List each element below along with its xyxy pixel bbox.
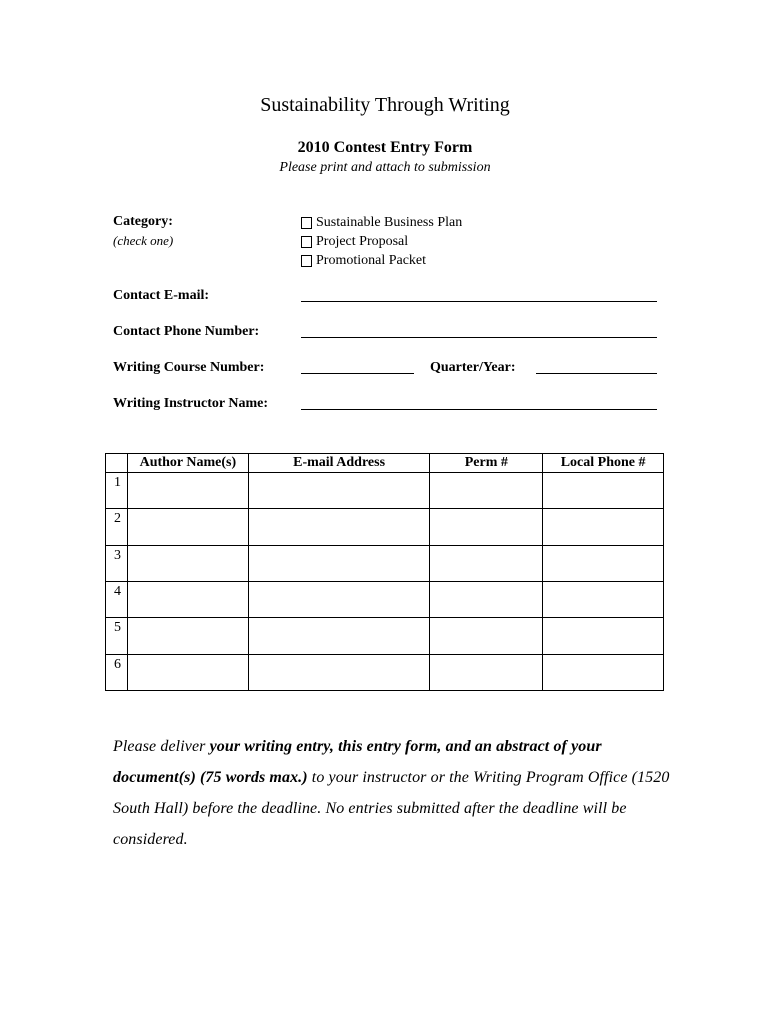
contact-email-label: Contact E-mail:: [113, 288, 210, 303]
option-label: Sustainable Business Plan: [316, 215, 463, 230]
table-header-row: [106, 454, 664, 473]
instructor-name-field[interactable]: [301, 409, 657, 410]
quarter-year-field[interactable]: [536, 373, 657, 374]
checkbox-icon[interactable]: [301, 236, 312, 248]
table-row: [106, 545, 664, 581]
instructor-name-label: Writing Instructor Name:: [113, 396, 269, 411]
phone-cell[interactable]: [543, 509, 664, 545]
option-promotional-packet[interactable]: [301, 253, 426, 269]
email-cell[interactable]: [248, 654, 430, 690]
row-number: 5: [106, 618, 128, 654]
checkbox-icon[interactable]: [301, 255, 312, 267]
phone-cell[interactable]: [543, 654, 664, 690]
row-number: 6: [106, 654, 128, 690]
option-label: Promotional Packet: [316, 253, 427, 268]
checkbox-icon[interactable]: [301, 217, 312, 229]
local-phone-header: Local Phone #: [543, 454, 664, 473]
table-row: [106, 654, 664, 690]
category-hint: (check one): [113, 233, 174, 248]
perm-cell[interactable]: [430, 581, 543, 617]
table-row: [106, 473, 664, 509]
email-address-header: E-mail Address: [248, 454, 430, 473]
form-subtitle: 2010 Contest Entry Form: [297, 139, 473, 156]
course-number-label: Writing Course Number:: [113, 360, 265, 375]
course-number-field[interactable]: [301, 373, 414, 374]
instructions-emphasis: your writing entry, this entry form, and an abstract of your document(s) (75 words max.): [113, 738, 602, 786]
row-number: 3: [106, 545, 128, 581]
contact-phone-label: Contact Phone Number:: [113, 324, 260, 339]
author-name-cell[interactable]: [127, 509, 248, 545]
instructions-intro: Please deliver: [113, 738, 210, 755]
author-name-cell[interactable]: [127, 618, 248, 654]
email-cell[interactable]: [248, 581, 430, 617]
email-cell[interactable]: [248, 545, 430, 581]
option-business-plan[interactable]: [301, 215, 462, 231]
contact-email-field[interactable]: [301, 301, 657, 302]
perm-cell[interactable]: [430, 545, 543, 581]
email-cell[interactable]: [248, 509, 430, 545]
category-label: Category:: [113, 214, 173, 229]
row-number: 4: [106, 581, 128, 617]
email-cell[interactable]: [248, 473, 430, 509]
phone-cell[interactable]: [543, 473, 664, 509]
email-cell[interactable]: [248, 618, 430, 654]
phone-cell[interactable]: [543, 581, 664, 617]
perm-cell[interactable]: [430, 654, 543, 690]
perm-header: Perm #: [430, 454, 543, 473]
option-project-proposal[interactable]: [301, 234, 408, 250]
authors-table: [105, 453, 664, 691]
perm-cell[interactable]: [430, 509, 543, 545]
quarter-year-label: Quarter/Year:: [430, 360, 516, 375]
instructions-rest: to your instructor or the Writing Program Office (1520 South Hall) before the deadline. No entries submitted after the deadline will be considered.: [113, 769, 670, 848]
author-name-cell[interactable]: [127, 654, 248, 690]
row-number: 1: [106, 473, 128, 509]
phone-cell[interactable]: [543, 618, 664, 654]
instructions-paragraph: [113, 731, 673, 855]
author-name-cell[interactable]: [127, 473, 248, 509]
form-note: Please print and attach to submission: [279, 160, 491, 175]
phone-cell[interactable]: [543, 545, 664, 581]
row-number: 2: [106, 509, 128, 545]
form-title: Sustainability Through Writing: [260, 94, 510, 116]
perm-cell[interactable]: [430, 473, 543, 509]
author-name-cell[interactable]: [127, 545, 248, 581]
contact-phone-field[interactable]: [301, 337, 657, 338]
perm-cell[interactable]: [430, 618, 543, 654]
option-label: Project Proposal: [316, 234, 409, 249]
table-row: [106, 581, 664, 617]
author-name-cell[interactable]: [127, 581, 248, 617]
table-row: [106, 618, 664, 654]
row-number-header: [106, 454, 128, 473]
author-name-header: Author Name(s): [127, 454, 248, 473]
table-row: [106, 509, 664, 545]
